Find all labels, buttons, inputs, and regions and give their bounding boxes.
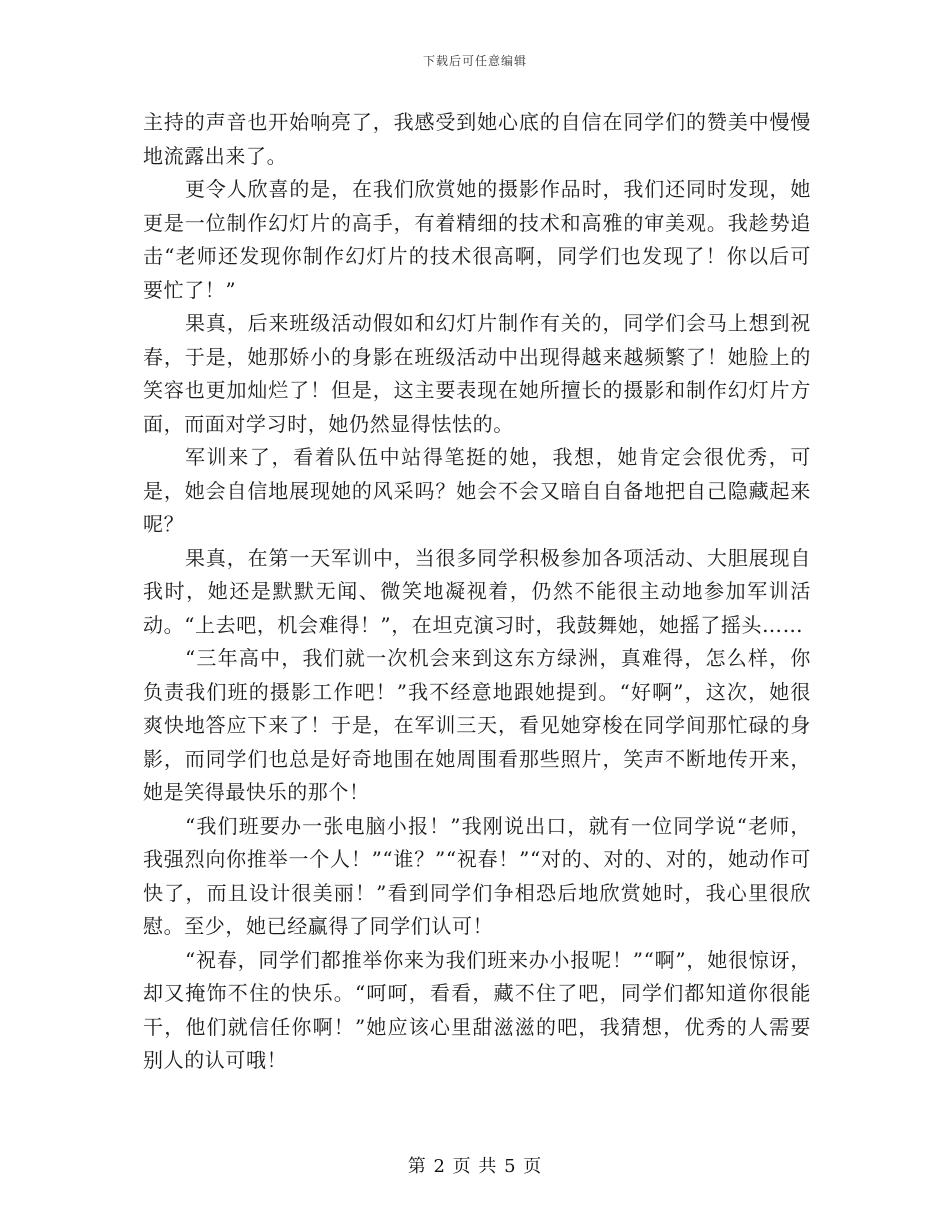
paragraph: 更令人欣喜的是，在我们欣赏她的摄影作品时，我们还同时发现，她更是一位制作幻灯片的高手，有着精细的技术和高雅的审美观。我趁势追击“老师还发现你制作幻灯片的技术很高啊，同学们也发现了！你以后可要忙了！” [143,177,811,302]
paragraph: “祝春，同学们都推举你来为我们班来办小报呢！”“啊”，她很惊讶，却又掩饰不住的快乐。“呵呵，看看，藏不住了吧，同学们都知道你很能干，他们就信任你啊！”她应该心里甜滋滋的吧，我猜想，优秀的人需要别人的认可哦！ [143,947,811,1072]
paragraph: “我们班要办一张电脑小报！”我刚说出口，就有一位同学说“老师，我强烈向你推举一个人！”“谁？”“祝春！”“对的、对的、对的，她动作可快了，而且设计很美丽！”看到同学们争相恐后地欣赏她时，我心里很欣慰。至少，她已经赢得了同学们认可！ [143,813,811,938]
paragraph: 军训来了，看着队伍中站得笔挺的她，我想，她肯定会很优秀，可是，她会自信地展现她的风采吗？她会不会又暗自自备地把自己隐藏起来呢？ [143,445,811,536]
paragraph: “三年高中，我们就一次机会来到这东方绿洲，真难得，怎么样，你负责我们班的摄影工作吧！”我不经意地跟她提到。“好啊”，这次，她很爽快地答应下来了！于是，在军训三天，看见她穿梭在同学间那忙碌的身影，而同学们也总是好奇地围在她周围看那些照片，笑声不断地传开来，她是笑得最快乐的那个！ [143,646,811,804]
page-number: 第 2 页 共 5 页 [407,1156,543,1177]
paragraph: 果真，在第一天军训中，当很多同学积极参加各项活动、大胆展现自我时，她还是默默无闻、微笑地凝视着，仍然不能很主动地参加军训活动。“上去吧，机会难得！”，在坦克演习时，我鼓舞她，她摇了摇头…… [143,545,811,637]
page-header: 下载后可任意编辑 [422,54,527,68]
paragraph: 主持的声音也开始响亮了，我感受到她心底的自信在同学们的赞美中慢慢地流露出来了。 [143,110,811,168]
document-body [143,106,811,1078]
paragraph: 果真，后来班级活动假如和幻灯片制作有关的，同学们会马上想到祝春，于是，她那娇小的身影在班级活动中出现得越来越频繁了！她脸上的笑容也更加灿烂了！但是，这主要表现在她所擅长的摄影和制作幻灯片方面，而面对学习时，她仍然显得怯怯的。 [143,311,811,436]
